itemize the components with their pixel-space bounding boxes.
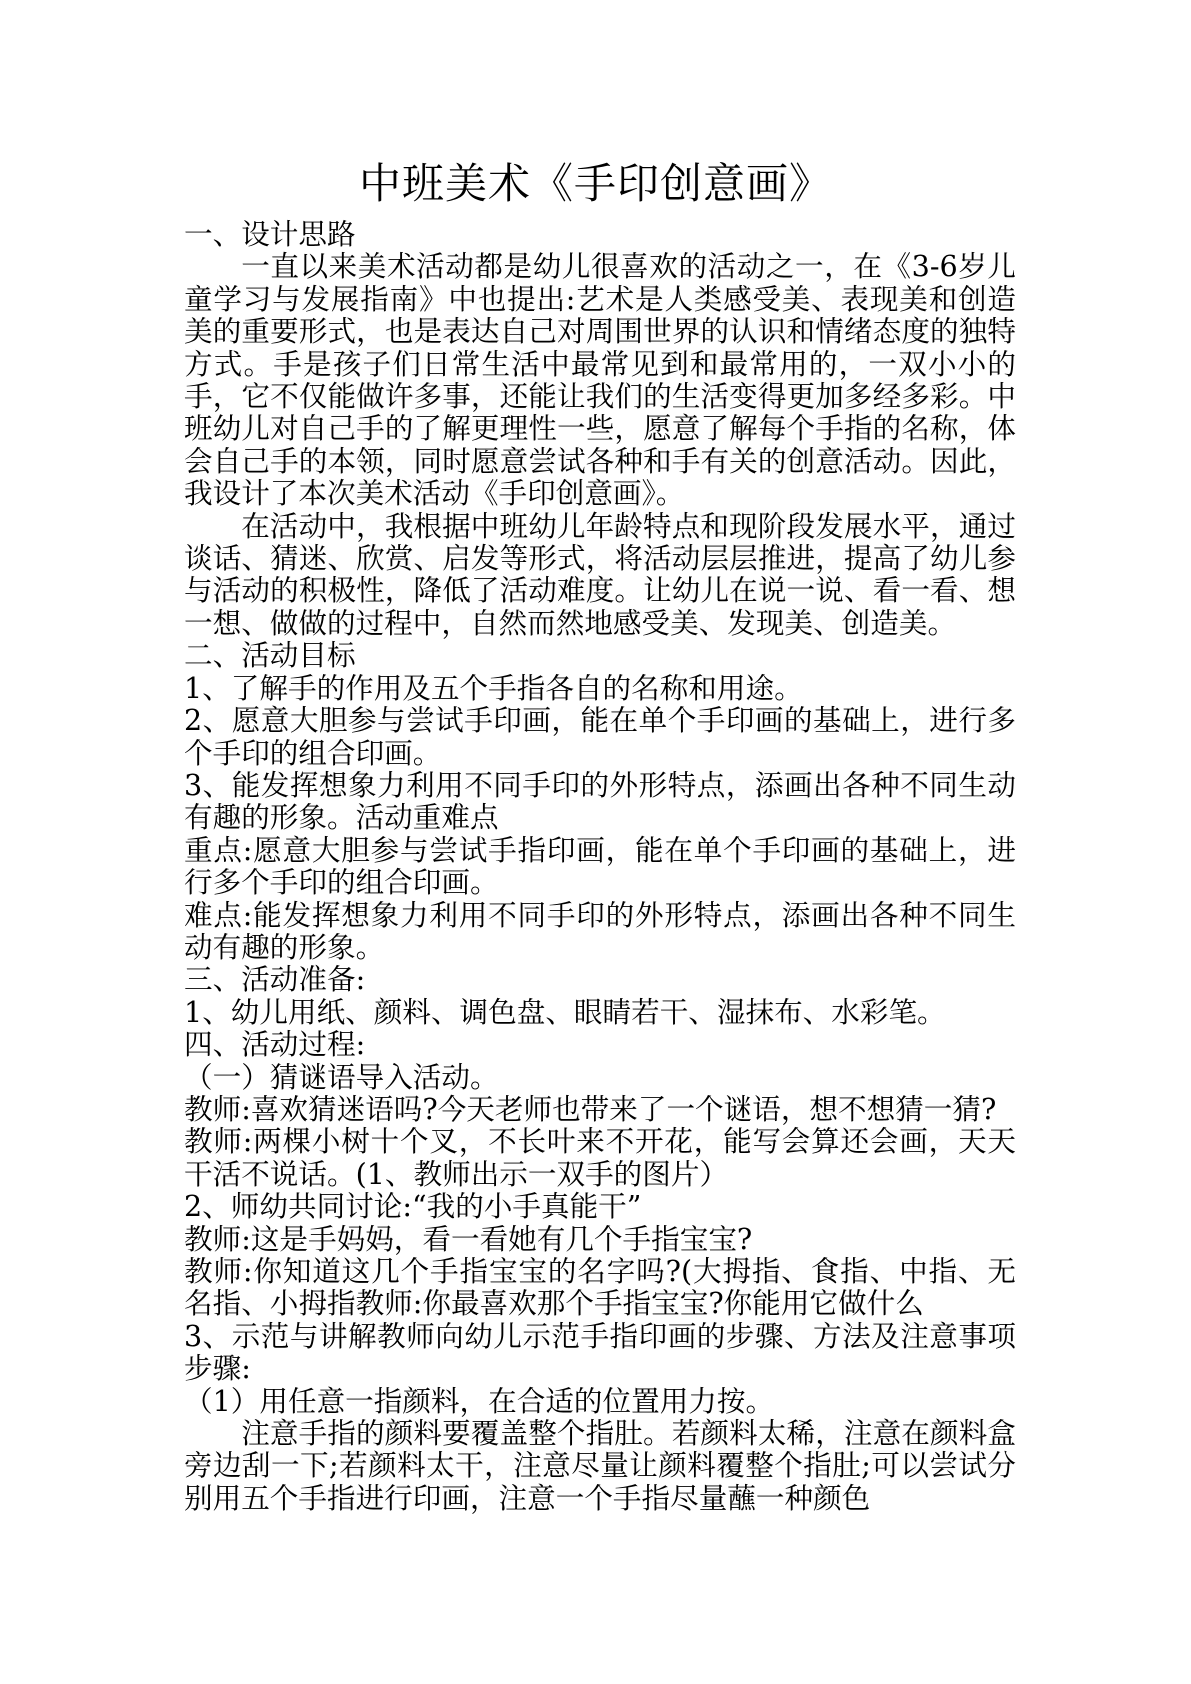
paragraph: 教师:这是手妈妈，看一看她有几个手指宝宝?: [184, 1221, 753, 1256]
section-heading: 一、设计思路: [184, 217, 356, 251]
section-heading: 二、活动目标: [184, 638, 356, 673]
paragraph: 重点:愿意大胆参与尝试手指印画，能在单个手印画的基础上，进行多个手印的组合印画。: [184, 832, 1016, 900]
list-item: 2、师幼共同讨论:“我的小手真能干”: [184, 1189, 642, 1224]
paragraph: 注意手指的颜料要覆盖整个指肚。若颜料太稀，注意在颜料盒旁边刮一下;若颜料太干，注意尽量让颜料覆整个指肚;可以尝试分别用五个手指进行印画，注意一个手指尽量蘸一种颜色: [184, 1416, 1016, 1515]
paragraph: 难点:能发挥想象力利用不同手印的外形特点，添画出各种不同生动有趣的形象。: [184, 897, 1016, 964]
paragraph: 一直以来美术活动都是幼儿很喜欢的活动之一，在《3-6岁儿童学习与发展指南》中也提出:艺术是人类感受美、表现美和创造美的重要形式，也是表达自己对周围世界的认识和情绪态度的独特方式。手是孩子们日常生活中最常见到和最常用的，一双小小的手，它不仅能做许多事，还能让我们的生活变得更加多经多彩。中班幼儿对自己手的了解更理性一些，愿意了解每个手指的名称，体会自己手的本领，同时愿意尝试各种和手有关的创意活动。因此，我设计了本次美术活动《手印创意画》。: [184, 249, 1016, 511]
subsection-heading: （一）猜谜语导入活动。: [184, 1059, 499, 1094]
list-item: 3、示范与讲解教师向幼儿示范手指印画的步骤、方法及注意事项步骤:: [184, 1318, 1016, 1386]
section-heading: 四、活动过程:: [184, 1027, 366, 1062]
paragraph: 教师:两棵小树十个叉，不长叶来不开花，能写会算还会画，天天干活不说话。(1、教师出示一双手的图片）: [184, 1124, 1016, 1191]
list-item: 3、能发挥想象力利用不同手印的外形特点，添画出各种不同生动有趣的形象。活动重难点: [184, 767, 1016, 835]
document-body: [184, 218, 1016, 1514]
list-item: 1、了解手的作用及五个手指各自的名称和用途。: [184, 670, 803, 705]
section-heading: 三、活动准备:: [184, 962, 366, 997]
paragraph: 在活动中，我根据中班幼儿年龄特点和现阶段发展水平，通过谈话、猜迷、欣赏、启发等形式，将活动层层推进，提高了幼儿参与活动的积极性，降低了活动难度。让幼儿在说一说、看一看、想一想、做做的过程中，自然而然地感受美、发现美、创造美。: [184, 508, 1016, 640]
paragraph: 教师:喜欢猜迷语吗?今天老师也带来了一个谜语，想不想猜一猜?: [184, 1091, 997, 1126]
paragraph: 教师:你知道这几个手指宝宝的名字吗?(大拇指、食指、中指、无名指、小拇指教师:你最喜欢那个手指宝宝?你能用它做什么: [184, 1254, 1016, 1321]
list-item: （1）用任意一指颜料，在合适的位置用力按。: [184, 1383, 775, 1418]
page-title: 中班美术《手印创意画》: [358, 159, 832, 208]
list-item: 1、幼儿用纸、颜料、调色盘、眼睛若干、湿抹布、水彩笔。: [184, 994, 946, 1029]
list-item: 2、愿意大胆参与尝试手印画，能在单个手印画的基础上，进行多个手印的组合印画。: [184, 703, 1016, 770]
